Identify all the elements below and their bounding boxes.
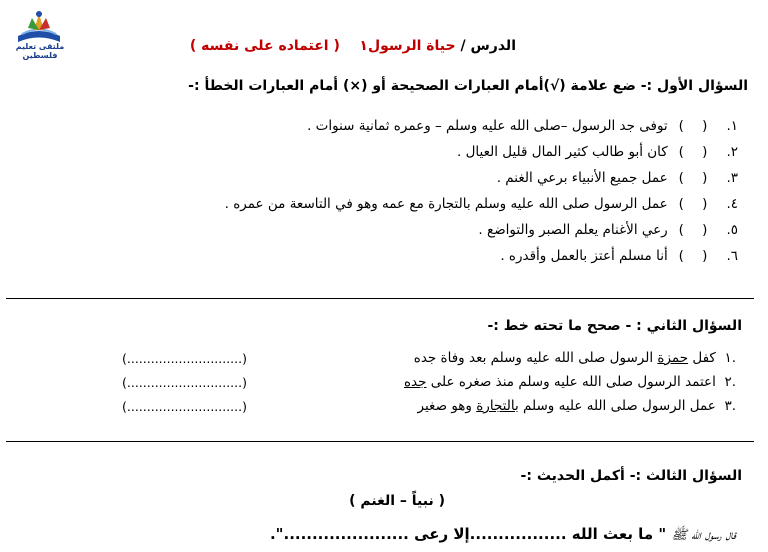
question1-item: ٥.( ) رعي الأغنام يعلم الصبر والتواضع . [478,222,738,238]
correction-blank: (.............................) [122,351,247,366]
question1-item: ٣.( ) عمل جميع الأنبياء برعي الغنم . [496,170,738,186]
question2-heading: السؤال الثاني : - صحح ما تحته خط :- [487,318,742,334]
answer-parens: ( ) [678,222,708,238]
answer-parens: ( ) [678,144,708,160]
hadith-text: " ما بعث الله .................إلا رعى ......................". [269,525,667,543]
lesson-name: حياة الرسول١ [359,38,456,54]
answer-parens: ( ) [678,170,708,186]
answer-parens: ( ) [678,196,708,212]
question2-item: .٣ عمل الرسول صلى الله عليه وسلم بالتجارة وهو صغير [417,398,736,414]
answer-parens: ( ) [678,248,708,264]
question3-heading: السؤال الثالث :- أكمل الحديث :- [520,468,742,484]
question1-item: ٢.( ) كان أبو طالب كثير المال قليل العيال . [457,144,738,160]
underlined-word: جده [403,374,427,390]
question2-item: .٢ اعتمد الرسول صلى الله عليه وسلم منذ صغره على جده [403,374,736,390]
lesson-title [190,38,516,54]
hadith-intro: قال رسول الله ﷺ [671,528,736,543]
answer-parens: ( ) [678,118,708,134]
question1-heading: السؤال الأول :- ضع علامة (√)أمام العبارات الصحيحة أو (×) أمام العبارات الخطأ :- [188,78,748,94]
lesson-label: الدرس / [460,38,516,54]
correction-blank: (.............................) [122,399,247,414]
lesson-topic: ( اعتماده على نفسه ) [189,38,340,54]
section-divider [6,298,754,299]
underlined-word: حمزة [657,350,689,366]
hadith-line [270,525,736,546]
question1-item: ٤.( ) عمل الرسول صلى الله عليه وسلم بالتجارة مع عمه وهو في التاسعة من عمره . [224,196,738,212]
word-bank: ( نبياً – الغنم ) [349,493,445,509]
question1-item: ١.( ) توفى جد الرسول –صلى الله عليه وسلم – وعمره ثمانية سنوات . [307,118,738,134]
section-divider [6,441,754,442]
correction-blank: (.............................) [122,375,247,390]
logo-text: ملتقى تعليم فلسطين [15,42,65,60]
question1-item: ٦.( ) أنا مسلم أعتز بالعمل وأقدره . [500,248,738,264]
underlined-word: بالتجارة [476,398,519,414]
question2-item: .١ كفل حمزة الرسول صلى الله عليه وسلم بعد وفاة جده [413,350,736,366]
